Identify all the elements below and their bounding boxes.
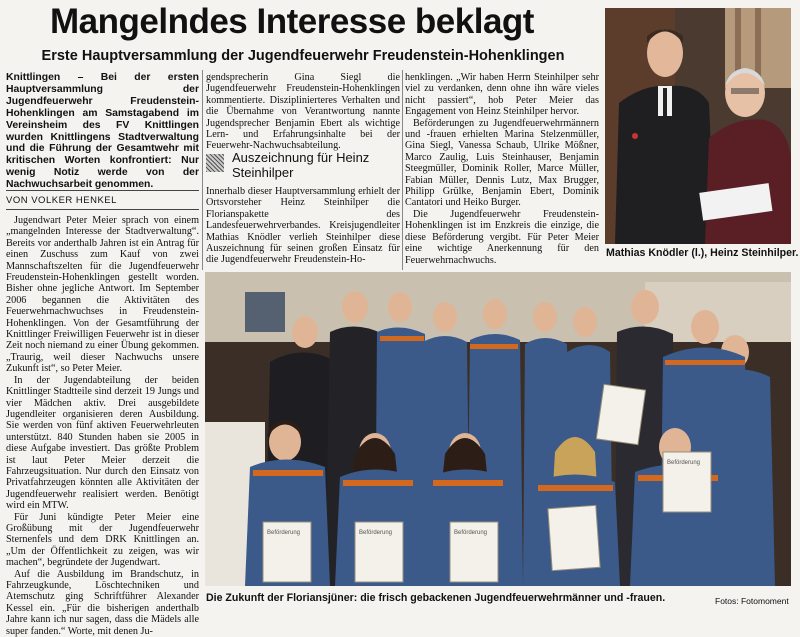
divider (6, 190, 199, 191)
paragraph: Für Juni kündigte Peter Meier eine Großübung mit der Jugendfeuerwehr Sternenfels und dem DRK Knittlingen an. „Um der Öffentlichkeit zu zeigen, was wir machen“, begründete der Jugendwart. (6, 511, 199, 569)
column-rule (402, 70, 403, 270)
subheading-marker (206, 154, 224, 172)
article-column-1 (6, 215, 199, 637)
subheading-text: Auszeichnung für Heinz Steinhilper (232, 150, 370, 180)
photo-credit: Fotos: Fotomoment (715, 596, 789, 606)
article-column-3 (405, 72, 599, 266)
paragraph: Die Jugendfeuerwehr Freudenstein-Hohenklingen ist im Enzkreis die einzige, die diese Beförderung vergibt. Für Peter Meier eine wichtige Anerkennung für den Feuerwehrnachwuchs. (405, 208, 599, 266)
photo-group (205, 272, 791, 586)
photo-caption-top: Mathias Knödler (l.), Heinz Steinhilper. (606, 247, 799, 259)
subheadline: Erste Hauptversammlung der Jugendfeuerwehr Freudenstein-Hohenklingen (41, 48, 565, 64)
subheading (206, 151, 400, 183)
paragraph: henklingen. „Wir haben Herrn Steinhilper sehr viel zu verdanken, denn ohne ihn wäre vieles nicht passiert“, hob Peter Meier das Engagement von Heinz Steinhilper hervor. (405, 72, 599, 118)
headline: Mangelndes Interesse beklagt (50, 2, 534, 41)
paragraph: Beförderungen zu Jugendfeuerwehrmännern und -frauen erhielten Marina Stelzenmüller, Gina Siegl, Vanessa Schaub, Ulrike Mößner, Marco Zaulig, Luis Steinhauser, Benjamin Steegmüller, Dominik Roller, Marce Müller, Fabian Müller, Dennis Lutz, Max Brugger, Philipp Grülke, Benjamin Ebert, Dominik Cantatori und Heiko Burger. (405, 117, 599, 209)
article-column-2b (206, 186, 400, 266)
certificate-label: Beförderung (667, 460, 701, 466)
paragraph: Jugendwart Peter Meier sprach von einem „mangelnden Interesse der Stadtverwaltung“. Bereits vor anderthalb Jahren ist ein Antrag für einen Zuschuss zum Kauf von zwei Mannschaftszelten für die Jugendfeuerwehr Freudenstein-Hohenklingen gestellt worden. Bisher ohne jegliche Antwort. Im September 2006 begannen die Aktivitäten des Feuerwehrnachwuchses in Freudenstein-Hohenklingen. Von der Gesamtführung der Knittlinger Freiwilligen Feuerwehr ist in dieser Zeit noch niemand zu einer Übung gekommen. „Traurig, weil dieser Nachwuchs unsere Zukunft ist“, so Peter Meier. (6, 215, 199, 375)
photo-caption-bottom: Die Zukunft der Floriansjüner: die frisch gebackenen Jugendfeuerwehrmänner und -frauen. (206, 592, 666, 604)
byline: VON VOLKER HENKEL (6, 195, 117, 206)
certificate-label: Beförderung (454, 530, 488, 536)
lead-paragraph: Knittlingen – Bei der ersten Hauptversammlung der Jugendfeuerwehr Freudenstein-Hohenklingen am Samstagabend im Vereinsheim des FV Knittlingen wurden Knittlingens Stadtverwaltung und die Führung der Gesamtwehr mit kritischen Worten konfrontiert: Nur wenig Notiz werde von der Nachwuchsarbeit genommen. (6, 72, 199, 191)
paragraph: gendsprecherin Gina Siegl die Jugendfeuerwehr Freudenstein-Hohenklingen kommentierte. Disziplinierteres Verhalten und die Übernahme von Verantwortung nannte Jugendsprecher Benjamin Ebert als wichtige Lern- und Erfahrungsinhalte bei der Feuerwehr-Nachwuchsabteilung. (206, 72, 400, 152)
paragraph: Innerhalb dieser Hauptversammlung erhielt der Ortsvorsteher Heinz Steinhilper die Florianspakette des Landesfeuerwehrverbandes. Kreisjugendleiter Mathias Knödler verlieh Steinhilper diese Auszeichnung für seinen großen Einsatz für die Jugendfeuerwehr Freudenstein-Ho- (206, 186, 400, 266)
divider (6, 209, 199, 210)
photo-group-image (205, 272, 791, 586)
photo-award-image (605, 8, 791, 244)
photo-award (605, 8, 791, 244)
paragraph: In der Jugendabteilung der beiden Knittlinger Stadtteile sind derzeit 19 Jungs und vier Mädchen aktiv. Drei ausgebildete Jugendleiter organisieren deren Ausbildung. Sie werden von fünf aktiven Feuerwehrleuten unterstützt. 840 Stunden haben sie 2005 in diese Aufgabe investiert. Das größte Problem ist laut Peter Meier derzeit die Fahrzeugsituation. Nur durch den Einsatz von Privatfahrzeugen könnten alle Aktivitäten der Jugendfeuerwehr realisiert werden. Benötigt wird ein MTW. (6, 374, 199, 512)
column-rule (202, 70, 203, 270)
certificate-label: Beförderung (267, 530, 301, 536)
article-column-2 (206, 72, 400, 152)
paragraph: Auf die Ausbildung im Brandschutz, in Fahrzeugkunde, Löschtechniken und Atemschutz ging Schriftführer Alexander Kessel ein. „Für die bisherigen anderthalb Jahre kann ich nur sagen, dass die Mädels alle super fanden.“ Worte, mit denen Ju- (6, 568, 199, 637)
certificate-label: Beförderung (359, 530, 393, 536)
